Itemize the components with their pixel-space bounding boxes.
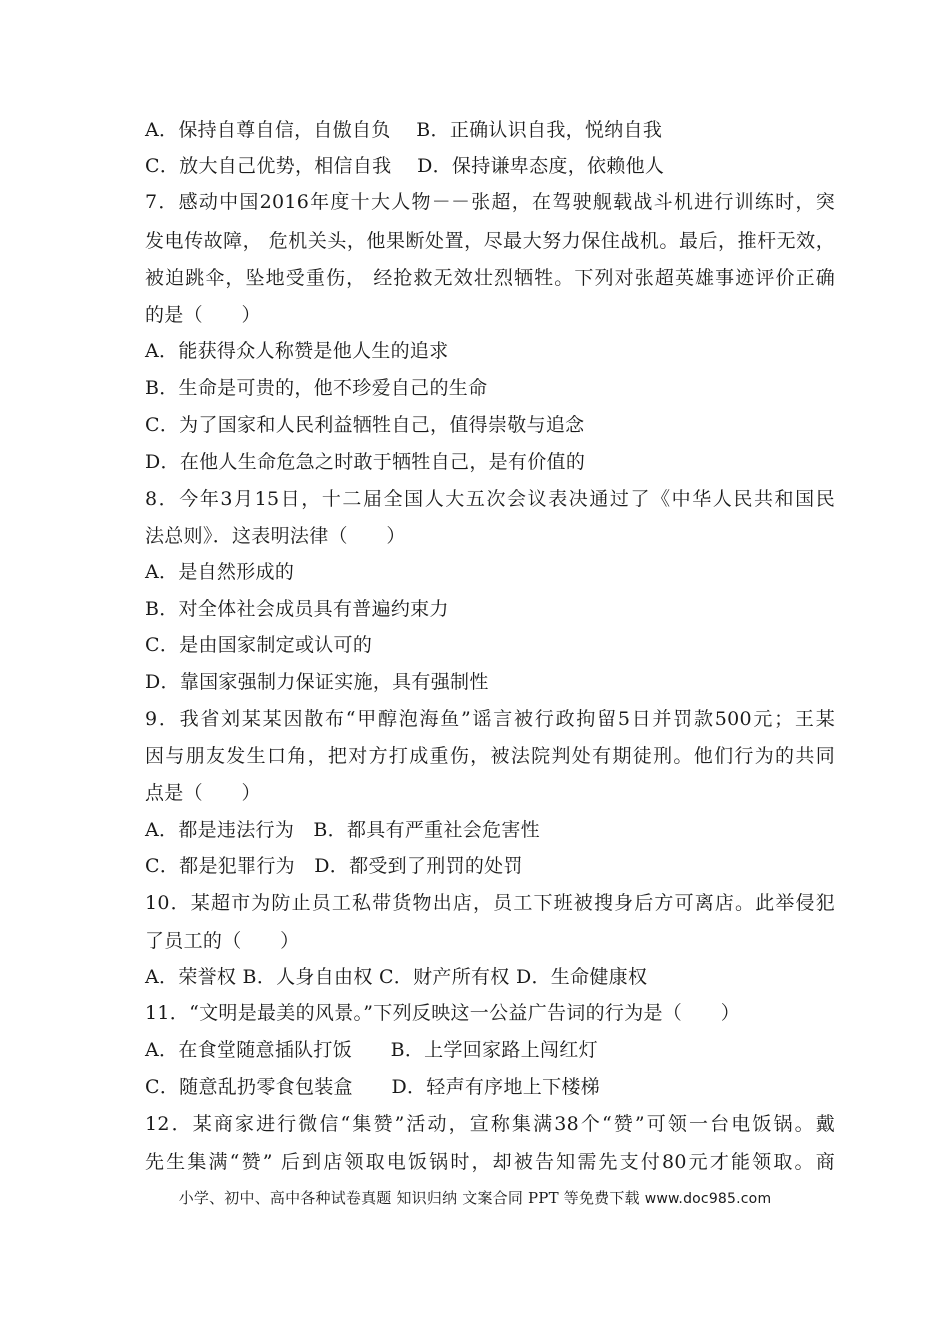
answer-option: D．靠国家强制力保证实施，具有强制性 bbox=[145, 671, 489, 693]
question-7-text: 7．感动中国2016年度十大人物－－张超，在驾驶舰载战斗机进行训练时，突 bbox=[145, 191, 835, 213]
question-8-text: 法总则》．这表明法律（ ） bbox=[145, 525, 406, 547]
answer-options-line: A．荣誉权 B．人身自由权 C．财产所有权 D．生命健康权 bbox=[145, 966, 648, 988]
answer-options-line: A．都是违法行为 B．都具有严重社会危害性 bbox=[145, 819, 540, 841]
question-8-text: 8．今年3月15日，十二届全国人大五次会议表决通过了《中华人民共和国民 bbox=[145, 488, 835, 510]
answer-options-line: C．放大自己优势，相信自我 D．保持谦卑态度，依赖他人 bbox=[145, 155, 665, 177]
question-9-text: 因与朋友发生口角，把对方打成重伤，被法院判处有期徒刑。他们行为的共同 bbox=[145, 745, 835, 767]
question-11-text: 11．“文明是最美的风景。”下列反映这一公益广告词的行为是（ ） bbox=[145, 1002, 741, 1024]
answer-options-line: C．随意乱扔零食包装盒 D．轻声有序地上下楼梯 bbox=[145, 1076, 600, 1098]
answer-options-line: A．在食堂随意插队打饭 B．上学回家路上闯红灯 bbox=[145, 1039, 598, 1061]
answer-option: C．是由国家制定或认可的 bbox=[145, 634, 373, 656]
question-10-text: 10．某超市为防止员工私带货物出店，员工下班被搜身后方可离店。此举侵犯 bbox=[145, 892, 835, 914]
question-7-text: 的是（ ） bbox=[145, 304, 261, 326]
question-7-text: 发电传故障， 危机关头，他果断处置，尽最大努力保住战机。最后，推杆无效， bbox=[145, 230, 835, 252]
question-10-text: 了员工的（ ） bbox=[145, 930, 300, 952]
answer-option: A．是自然形成的 bbox=[145, 561, 295, 583]
answer-options-line: C．都是犯罪行为 D．都受到了刑罚的处罚 bbox=[145, 855, 523, 877]
question-12-text: 先生集满“赞” 后到店领取电饭锅时，却被告知需先支付80元才能领取。商 bbox=[145, 1151, 835, 1173]
footer-url: www.doc985.com bbox=[644, 1191, 772, 1207]
footer-text: 小学、初中、高中各种试卷真题 知识归纳 文案合同 PPT 等免费下载 bbox=[178, 1189, 640, 1207]
answer-option: A．能获得众人称赞是他人生的追求 bbox=[145, 340, 449, 362]
answer-option: D．在他人生命危急之时敢于牺牲自己，是有价值的 bbox=[145, 451, 586, 473]
question-9-text: 点是（ ） bbox=[145, 782, 261, 804]
question-9-text: 9．我省刘某某因散布“甲醇泡海鱼”谣言被行政拘留5日并罚款500元；王某 bbox=[145, 708, 835, 730]
answer-option: B．对全体社会成员具有普遍约束力 bbox=[145, 598, 449, 620]
answer-option: B．生命是可贵的，他不珍爱自己的生命 bbox=[145, 377, 488, 399]
answer-options-line: A．保持自尊自信，自傲自负 B．正确认识自我，悦纳自我 bbox=[145, 119, 663, 141]
question-7-text: 被迫跳伞，坠地受重伤， 经抢救无效壮烈牺牲。下列对张超英雄事迹评价正确 bbox=[145, 267, 835, 289]
question-12-text: 12．某商家进行微信“集赞”活动，宣称集满38个“赞”可领一台电饭锅。戴 bbox=[145, 1113, 835, 1135]
page-footer bbox=[0, 1188, 950, 1209]
answer-option: C．为了国家和人民利益牺牲自己，值得崇敬与追念 bbox=[145, 414, 585, 436]
